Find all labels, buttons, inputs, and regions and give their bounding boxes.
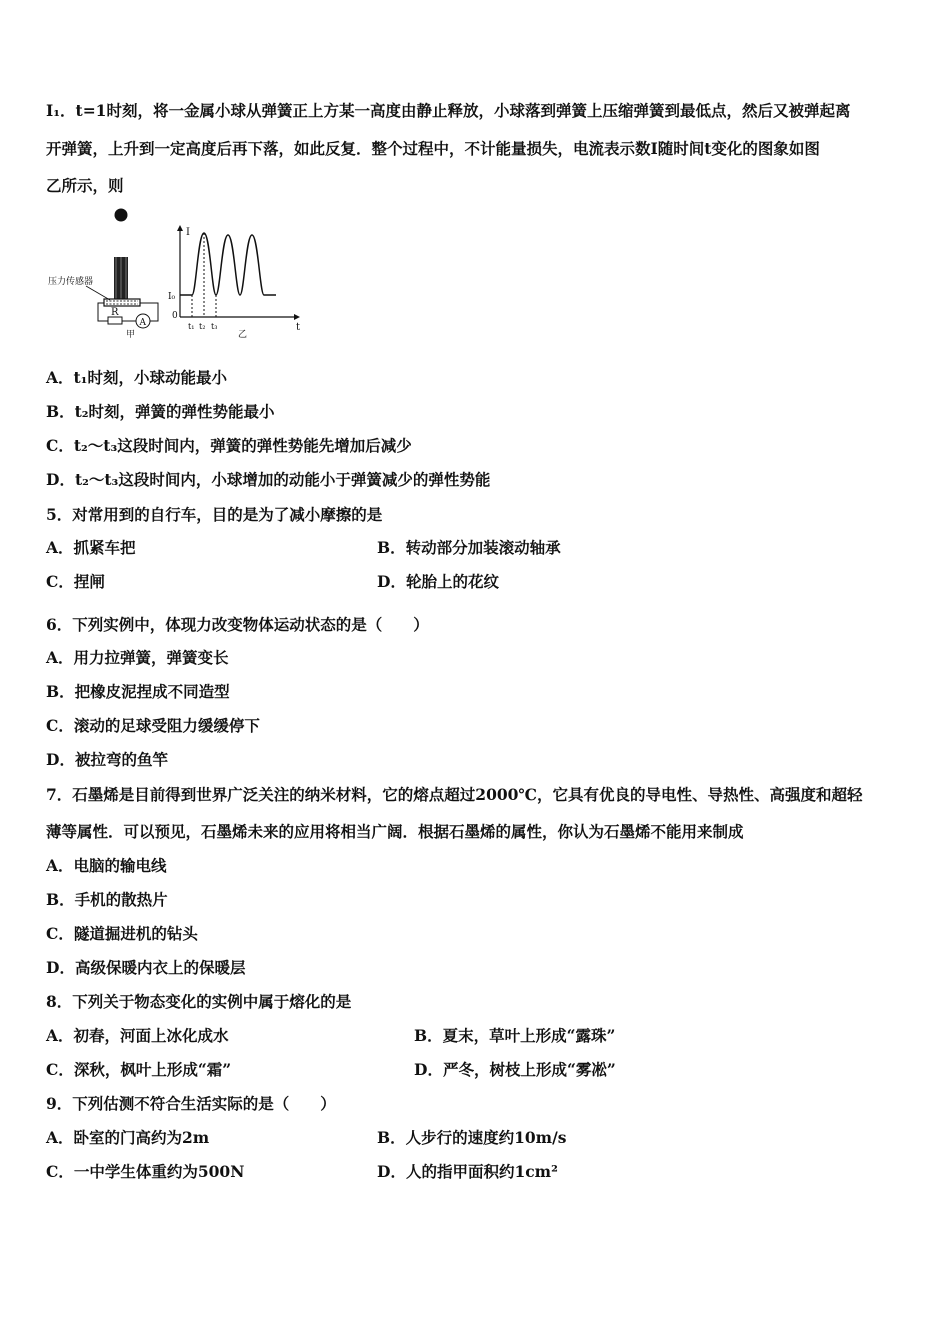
resistor-label: R (111, 307, 119, 318)
q4-option-c: C．t₂～t₃这段时间内，弹簧的弹性势能先增加后减少 (46, 436, 412, 455)
q6-stem: 6．下列实例中，体现力改变物体运动状态的是（ ） (46, 615, 429, 634)
q4-stem-line-1: I₁．t=1时刻，将一金属小球从弹簧正上方某一高度由静止释放，小球落到弹簧上压缩弹簧到最低点，然后又被弹起离 (46, 101, 851, 120)
q9-option-b: B．人步行的速度约10m/s (377, 1128, 567, 1147)
q7-option-b: B．手机的散热片 (46, 890, 168, 909)
q8-option-d: D．严冬，树枝上形成“雾凇” (414, 1060, 616, 1079)
ball (115, 209, 128, 222)
sensor-label: 压力传感器 (48, 277, 94, 287)
q9-option-a: A．卧室的门高约为2m (46, 1128, 210, 1147)
q8-option-c: C．深秋，枫叶上形成“霜” (46, 1060, 232, 1079)
current-curve (180, 233, 276, 295)
caption-jia: 甲 (126, 330, 136, 340)
q8-stem: 8．下列关于物态变化的实例中属于熔化的是 (46, 992, 352, 1011)
q8-option-a: A．初春，河面上冰化成水 (46, 1026, 229, 1045)
q4-option-a: A．t₁时刻，小球动能最小 (46, 368, 227, 387)
q9-stem: 9．下列估测不符合生活实际的是（ ） (46, 1094, 336, 1113)
q7-stem-line-1: 7．石墨烯是目前得到世界广泛关注的纳米材料，它的熔点超过2000℃，它具有优良的导电性、导热性、高强度和超轻 (46, 785, 863, 804)
t3-label: t₃ (211, 322, 218, 331)
i0-label: I₀ (168, 292, 176, 302)
q8-option-b: B．夏末，草叶上形成“露珠” (414, 1026, 616, 1045)
q5-option-a: A．抓紧车把 (46, 538, 136, 557)
q7-option-a: A．电脑的输电线 (46, 856, 167, 875)
q4-figure (46, 205, 306, 345)
q7-option-c: C．隧道掘进机的钻头 (46, 924, 198, 943)
origin-label: 0 (172, 311, 178, 321)
q4-option-d: D．t₂～t₃这段时间内，小球增加的动能小于弹簧减少的弹性势能 (46, 470, 491, 489)
q5-option-c: C．捏闸 (46, 572, 105, 591)
q6-option-b: B．把橡皮泥捏成不同造型 (46, 682, 230, 701)
q5-option-b: B．转动部分加装滚动轴承 (377, 538, 561, 557)
q4-stem-line-3: 乙所示，则 (46, 176, 124, 195)
t2-label: t₂ (199, 322, 206, 331)
q7-option-d: D．高级保暖内衣上的保暖层 (46, 958, 246, 977)
q4-stem-line-2: 开弹簧，上升到一定高度后再下落，如此反复．整个过程中，不计能量损失，电流表示数I随时间t变化的图象如图 (46, 139, 820, 158)
resistor (108, 317, 122, 324)
q4-option-b: B．t₂时刻，弹簧的弹性势能最小 (46, 402, 275, 421)
q6-option-c: C．滚动的足球受阻力缓缓停下 (46, 716, 260, 735)
ammeter-label: A (139, 318, 146, 328)
q6-option-a: A．用力拉弹簧，弹簧变长 (46, 648, 229, 667)
q6-option-d: D．被拉弯的鱼竿 (46, 750, 168, 769)
q7-stem-line-2: 薄等属性．可以预见，石墨烯未来的应用将相当广阔．根据石墨烯的属性，你认为石墨烯不能用来制成 (46, 822, 744, 841)
caption-yi: 乙 (238, 330, 248, 340)
t1-label: t₁ (188, 322, 195, 331)
q9-option-d: D．人的指甲面积约1cm² (377, 1162, 558, 1181)
y-axis-label: I (186, 227, 190, 238)
q9-option-c: C．一中学生体重约为500N (46, 1162, 245, 1181)
q5-option-d: D．轮胎上的花纹 (377, 572, 499, 591)
q5-stem: 5．对常用到的自行车，目的是为了减小摩擦的是 (46, 505, 383, 524)
x-axis-label: t (296, 322, 301, 333)
